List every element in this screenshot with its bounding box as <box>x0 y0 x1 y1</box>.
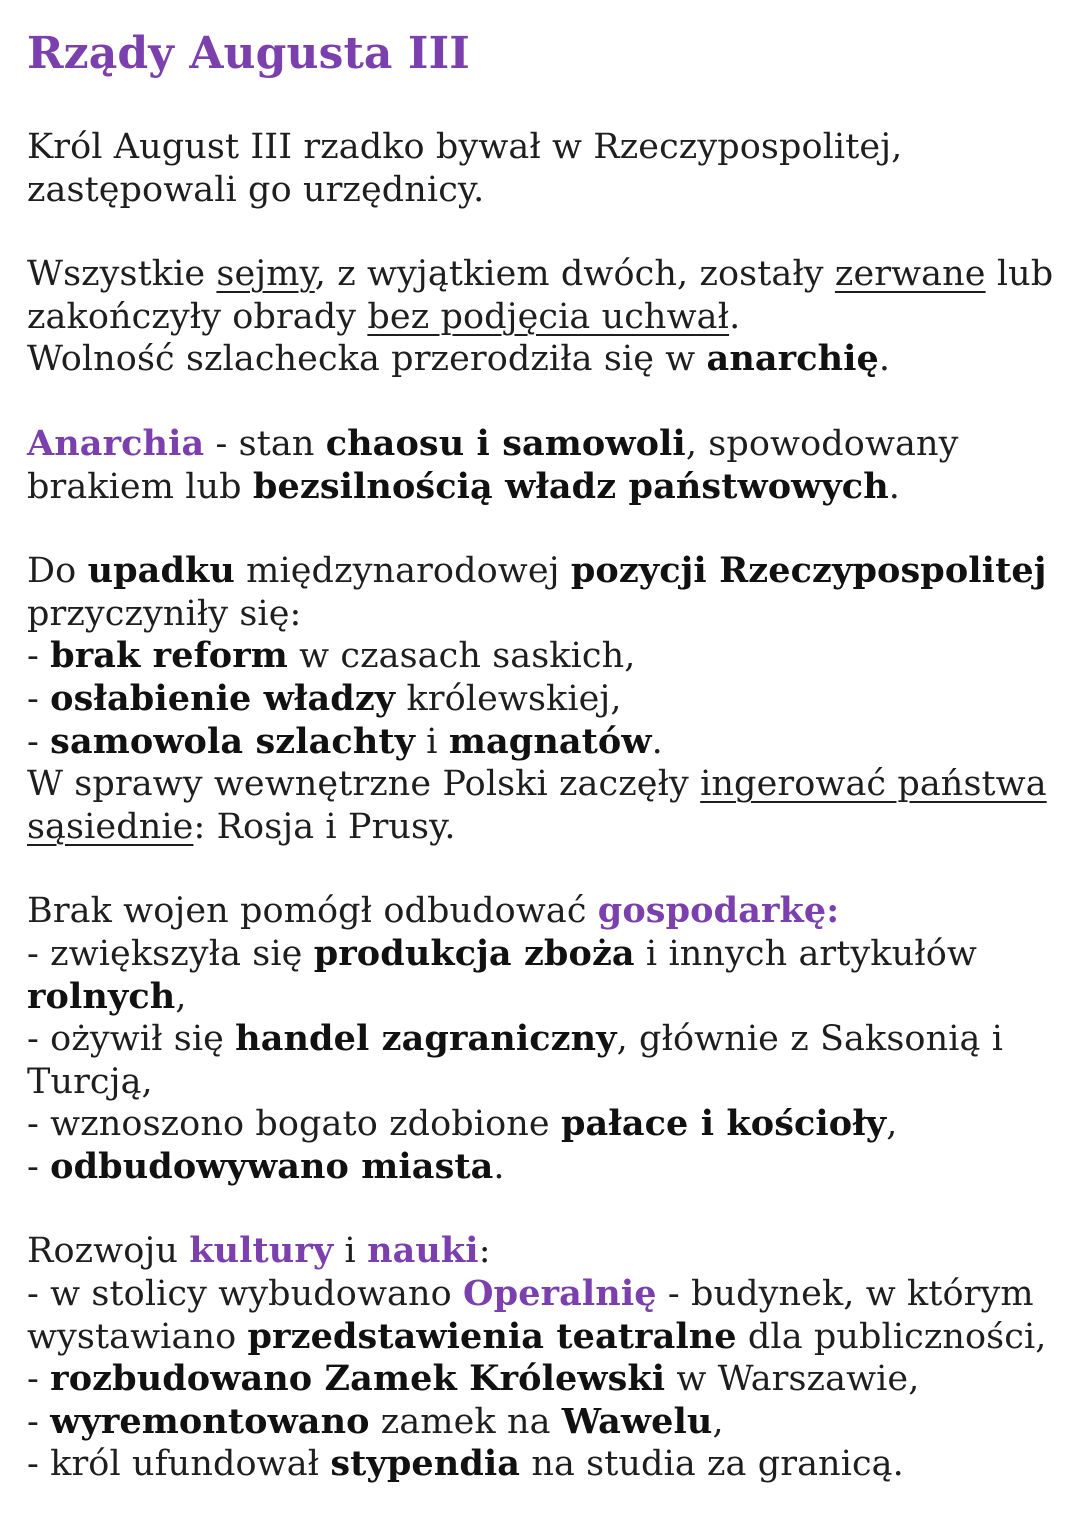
text-line: Do upadku międzynarodowej pozycji Rzeczypospolitej <box>27 550 1047 592</box>
text-line: Rozwoju kultury i nauki: <box>27 1230 491 1272</box>
text-line: Brak wojen pomógł odbudować gospodarkę: <box>27 890 840 932</box>
bold-term: rolnych <box>27 975 176 1017</box>
bold-term: pałace i kościoły <box>560 1103 887 1145</box>
bold-term: Wawelu <box>561 1400 713 1442</box>
text-line: wystawiano przedstawienia teatralne dla publiczności, <box>27 1315 1047 1357</box>
paragraph-king-absence <box>27 126 1067 211</box>
paragraph-culture <box>27 1230 1067 1486</box>
list-item: - rozbudowano Zamek Królewski w Warszawie, <box>27 1358 920 1400</box>
bold-term: brak reform <box>50 635 288 677</box>
list-item: - samowola szlachty i magnatów. <box>27 720 663 762</box>
bold-term: upadku <box>87 550 235 592</box>
text-line: Anarchia - stan chaosu i samowoli, spowodowany <box>27 422 959 464</box>
list-item: - w stolicy wybudowano Operalnię - budynek, w którym <box>27 1273 1034 1315</box>
list-item: - osłabienie władzy królewskiej, <box>27 677 622 719</box>
bold-term: osłabienie władzy <box>50 677 396 719</box>
bold-term: odbudowywano miasta <box>50 1145 494 1187</box>
accent-term: Anarchia <box>27 422 205 464</box>
bold-term: bezsilnością władz państwowych <box>252 465 889 507</box>
note-page <box>27 24 1067 1486</box>
underlined-term: sąsiednie <box>27 806 194 847</box>
text-line: rolnych, <box>27 975 187 1017</box>
underlined-term: sejmy <box>216 254 315 295</box>
underlined-term: bez podjęcia uchwał <box>367 296 730 337</box>
text-line: Wszystkie sejmy, z wyjątkiem dwóch, zostały zerwane lub <box>27 254 1054 295</box>
list-item: - odbudowywano miasta. <box>27 1145 505 1187</box>
bold-term: rozbudowano Zamek Królewski <box>50 1358 666 1400</box>
list-item: - wznoszono bogato zdobione pałace i kościoły, <box>27 1103 898 1145</box>
accent-term: Operalnię <box>463 1273 657 1315</box>
list-item: - ożywił się handel zagraniczny, głównie z Saksonią i <box>27 1018 1003 1060</box>
paragraph-economy <box>27 890 1067 1188</box>
text-line: sąsiednie: Rosja i Prusy. <box>27 806 456 847</box>
text-line: Król August III rzadko bywał w Rzeczypospolitej, <box>27 127 903 167</box>
bold-term: anarchię <box>706 338 879 380</box>
text-line: Turcją, <box>27 1061 153 1102</box>
underlined-term: ingerować państwa <box>700 764 1047 805</box>
list-item: - król ufundował stypendia na studia za granicą. <box>27 1443 904 1485</box>
page-title: Rządy Augusta III <box>27 28 470 79</box>
list-item: - brak reform w czasach saskich, <box>27 635 636 677</box>
text-line: zastępowali go urzędnicy. <box>27 169 485 210</box>
paragraph-sejms <box>27 253 1067 381</box>
text-line: przyczyniły się: <box>27 593 302 634</box>
bold-term: handel zagraniczny <box>235 1018 617 1060</box>
bold-term: produkcja zboża <box>313 932 635 974</box>
accent-term: kultury <box>189 1230 334 1272</box>
text-line: brakiem lub bezsilnością władz państwowych. <box>27 465 900 507</box>
accent-term: nauki <box>367 1230 479 1272</box>
bold-term: stypendia <box>330 1443 521 1485</box>
bold-term: wyremontowano <box>50 1400 370 1442</box>
bold-term: samowola szlachty <box>50 720 416 762</box>
paragraph-anarchy-definition <box>27 423 1067 508</box>
list-item: - wyremontowano zamek na Wawelu, <box>27 1400 724 1442</box>
text-line: zakończyły obrady bez podjęcia uchwał. <box>27 296 741 337</box>
text-line: W sprawy wewnętrzne Polski zaczęły ingerować państwa <box>27 764 1047 805</box>
bold-term: pozycji Rzeczypospolitej <box>570 550 1047 592</box>
accent-term: gospodarkę: <box>597 890 840 932</box>
bold-term: chaosu i samowoli <box>325 422 686 464</box>
underlined-term: zerwane <box>834 254 986 295</box>
bold-term: przedstawienia teatralne <box>247 1315 737 1357</box>
text-line: Wolność szlachecka przerodziła się w anarchię. <box>27 338 891 380</box>
list-item: - zwiększyła się produkcja zboża i innych artykułów <box>27 932 977 974</box>
bold-term: magnatów <box>448 720 652 762</box>
paragraph-decline <box>27 550 1067 848</box>
